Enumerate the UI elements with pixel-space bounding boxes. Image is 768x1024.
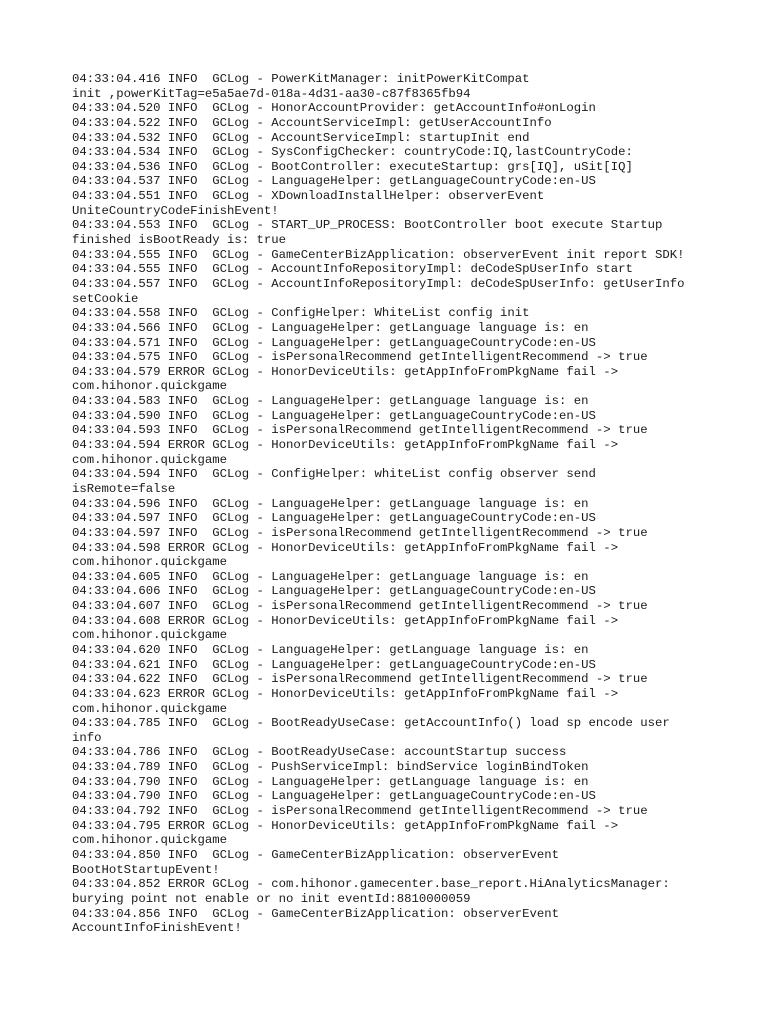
log-line: 04:33:04.598 ERROR GCLog - HonorDeviceUtils: getAppInfoFromPkgName fail -> [72, 540, 619, 555]
log-line: 04:33:04.623 ERROR GCLog - HonorDeviceUtils: getAppInfoFromPkgName fail -> [72, 686, 619, 701]
log-line: 04:33:04.786 INFO GCLog - BootReadyUseCase: accountStartup success [72, 745, 567, 760]
log-line: 04:33:04.606 INFO GCLog - LanguageHelper: getLanguageCountryCode:en-US [72, 584, 596, 599]
log-line: 04:33:04.621 INFO GCLog - LanguageHelper: getLanguageCountryCode:en-US [72, 657, 596, 672]
log-line: 04:33:04.557 INFO GCLog - AccountInfoRepositoryImpl: deCodeSpUserInfo: getUserInfo [72, 276, 685, 291]
log-line: 04:33:04.537 INFO GCLog - LanguageHelper: getLanguageCountryCode:en-US [72, 174, 596, 189]
log-line: AccountInfoFinishEvent! [72, 921, 242, 936]
log-line: isRemote=false [72, 481, 176, 496]
log-line: 04:33:04.596 INFO GCLog - LanguageHelper: getLanguage language is: en [72, 496, 589, 511]
log-line: burying point not enable or no init eventId:8810000059 [72, 891, 471, 906]
log-line: 04:33:04.571 INFO GCLog - LanguageHelper: getLanguageCountryCode:en-US [72, 335, 596, 350]
log-line: 04:33:04.608 ERROR GCLog - HonorDeviceUtils: getAppInfoFromPkgName fail -> [72, 613, 619, 628]
log-line: 04:33:04.594 ERROR GCLog - HonorDeviceUtils: getAppInfoFromPkgName fail -> [72, 438, 619, 453]
log-line: 04:33:04.553 INFO GCLog - START_UP_PROCESS: BootController boot execute Startup [72, 218, 663, 233]
log-line: 04:33:04.583 INFO GCLog - LanguageHelper: getLanguage language is: en [72, 394, 589, 409]
log-line: BootHotStartupEvent! [72, 862, 220, 877]
log-line: 04:33:04.590 INFO GCLog - LanguageHelper: getLanguageCountryCode:en-US [72, 408, 596, 423]
log-line: com.hihonor.quickgame [72, 555, 227, 570]
log-line: com.hihonor.quickgame [72, 628, 227, 643]
log-line: com.hihonor.quickgame [72, 452, 227, 467]
log-line: 04:33:04.532 INFO GCLog - AccountServiceImpl: startupInit end [72, 130, 530, 145]
log-line: UniteCountryCodeFinishEvent! [72, 203, 279, 218]
log-line: 04:33:04.597 INFO GCLog - isPersonalRecommend getIntelligentRecommend -> true [72, 525, 648, 540]
log-line: info [72, 730, 102, 745]
log-line: com.hihonor.quickgame [72, 833, 227, 848]
log-line: 04:33:04.622 INFO GCLog - isPersonalRecommend getIntelligentRecommend -> true [72, 672, 648, 687]
log-line: 04:33:04.579 ERROR GCLog - HonorDeviceUtils: getAppInfoFromPkgName fail -> [72, 364, 619, 379]
log-line: 04:33:04.536 INFO GCLog - BootController: executeStartup: grs[IQ], uSit[IQ] [72, 159, 633, 174]
log-line: 04:33:04.555 INFO GCLog - GameCenterBizApplication: observerEvent init report SDK! [72, 247, 685, 262]
log-line: 04:33:04.558 INFO GCLog - ConfigHelper: WhiteList config init [72, 306, 530, 321]
log-line: 04:33:04.551 INFO GCLog - XDownloadInstallHelper: observerEvent [72, 189, 545, 204]
log-line: 04:33:04.555 INFO GCLog - AccountInfoRepositoryImpl: deCodeSpUserInfo start [72, 262, 633, 277]
log-line: 04:33:04.792 INFO GCLog - isPersonalRecommend getIntelligentRecommend -> true [72, 804, 648, 819]
log-line: 04:33:04.416 INFO GCLog - PowerKitManager: initPowerKitCompat [72, 72, 530, 86]
log-line: init ,powerKitTag=e5a5ae7d-018a-4d31-aa30-c87f8365fb94 [72, 86, 471, 101]
log-text-block [72, 72, 712, 936]
log-line: 04:33:04.534 INFO GCLog - SysConfigChecker: countryCode:IQ,lastCountryCode: [72, 145, 633, 160]
log-line: 04:33:04.607 INFO GCLog - isPersonalRecommend getIntelligentRecommend -> true [72, 599, 648, 614]
log-line: com.hihonor.quickgame [72, 379, 227, 394]
log-line: 04:33:04.520 INFO GCLog - HonorAccountProvider: getAccountInfo#onLogin [72, 101, 596, 116]
log-line: 04:33:04.856 INFO GCLog - GameCenterBizApplication: observerEvent [72, 906, 560, 921]
log-line: 04:33:04.575 INFO GCLog - isPersonalRecommend getIntelligentRecommend -> true [72, 350, 648, 365]
log-line: 04:33:04.850 INFO GCLog - GameCenterBizApplication: observerEvent [72, 847, 560, 862]
log-line: 04:33:04.795 ERROR GCLog - HonorDeviceUtils: getAppInfoFromPkgName fail -> [72, 818, 619, 833]
log-line: 04:33:04.852 ERROR GCLog - com.hihonor.gamecenter.base_report.HiAnalyticsManager: [72, 877, 670, 892]
log-line: 04:33:04.790 INFO GCLog - LanguageHelper: getLanguage language is: en [72, 774, 589, 789]
log-line: finished isBootReady is: true [72, 233, 287, 248]
log-line: 04:33:04.790 INFO GCLog - LanguageHelper: getLanguageCountryCode:en-US [72, 789, 596, 804]
log-line: 04:33:04.522 INFO GCLog - AccountServiceImpl: getUserAccountInfo [72, 115, 552, 130]
log-line: 04:33:04.789 INFO GCLog - PushServiceImpl: bindService loginBindToken [72, 760, 589, 775]
log-line: setCookie [72, 291, 139, 306]
log-line: 04:33:04.593 INFO GCLog - isPersonalRecommend getIntelligentRecommend -> true [72, 423, 648, 438]
log-line: com.hihonor.quickgame [72, 701, 227, 716]
log-line: 04:33:04.594 INFO GCLog - ConfigHelper: whiteList config observer send [72, 467, 596, 482]
log-line: 04:33:04.597 INFO GCLog - LanguageHelper: getLanguageCountryCode:en-US [72, 511, 596, 526]
log-line: 04:33:04.620 INFO GCLog - LanguageHelper: getLanguage language is: en [72, 642, 589, 657]
log-line: 04:33:04.566 INFO GCLog - LanguageHelper: getLanguage language is: en [72, 320, 589, 335]
log-line: 04:33:04.785 INFO GCLog - BootReadyUseCase: getAccountInfo() load sp encode user [72, 716, 670, 731]
log-line: 04:33:04.605 INFO GCLog - LanguageHelper: getLanguage language is: en [72, 569, 589, 584]
